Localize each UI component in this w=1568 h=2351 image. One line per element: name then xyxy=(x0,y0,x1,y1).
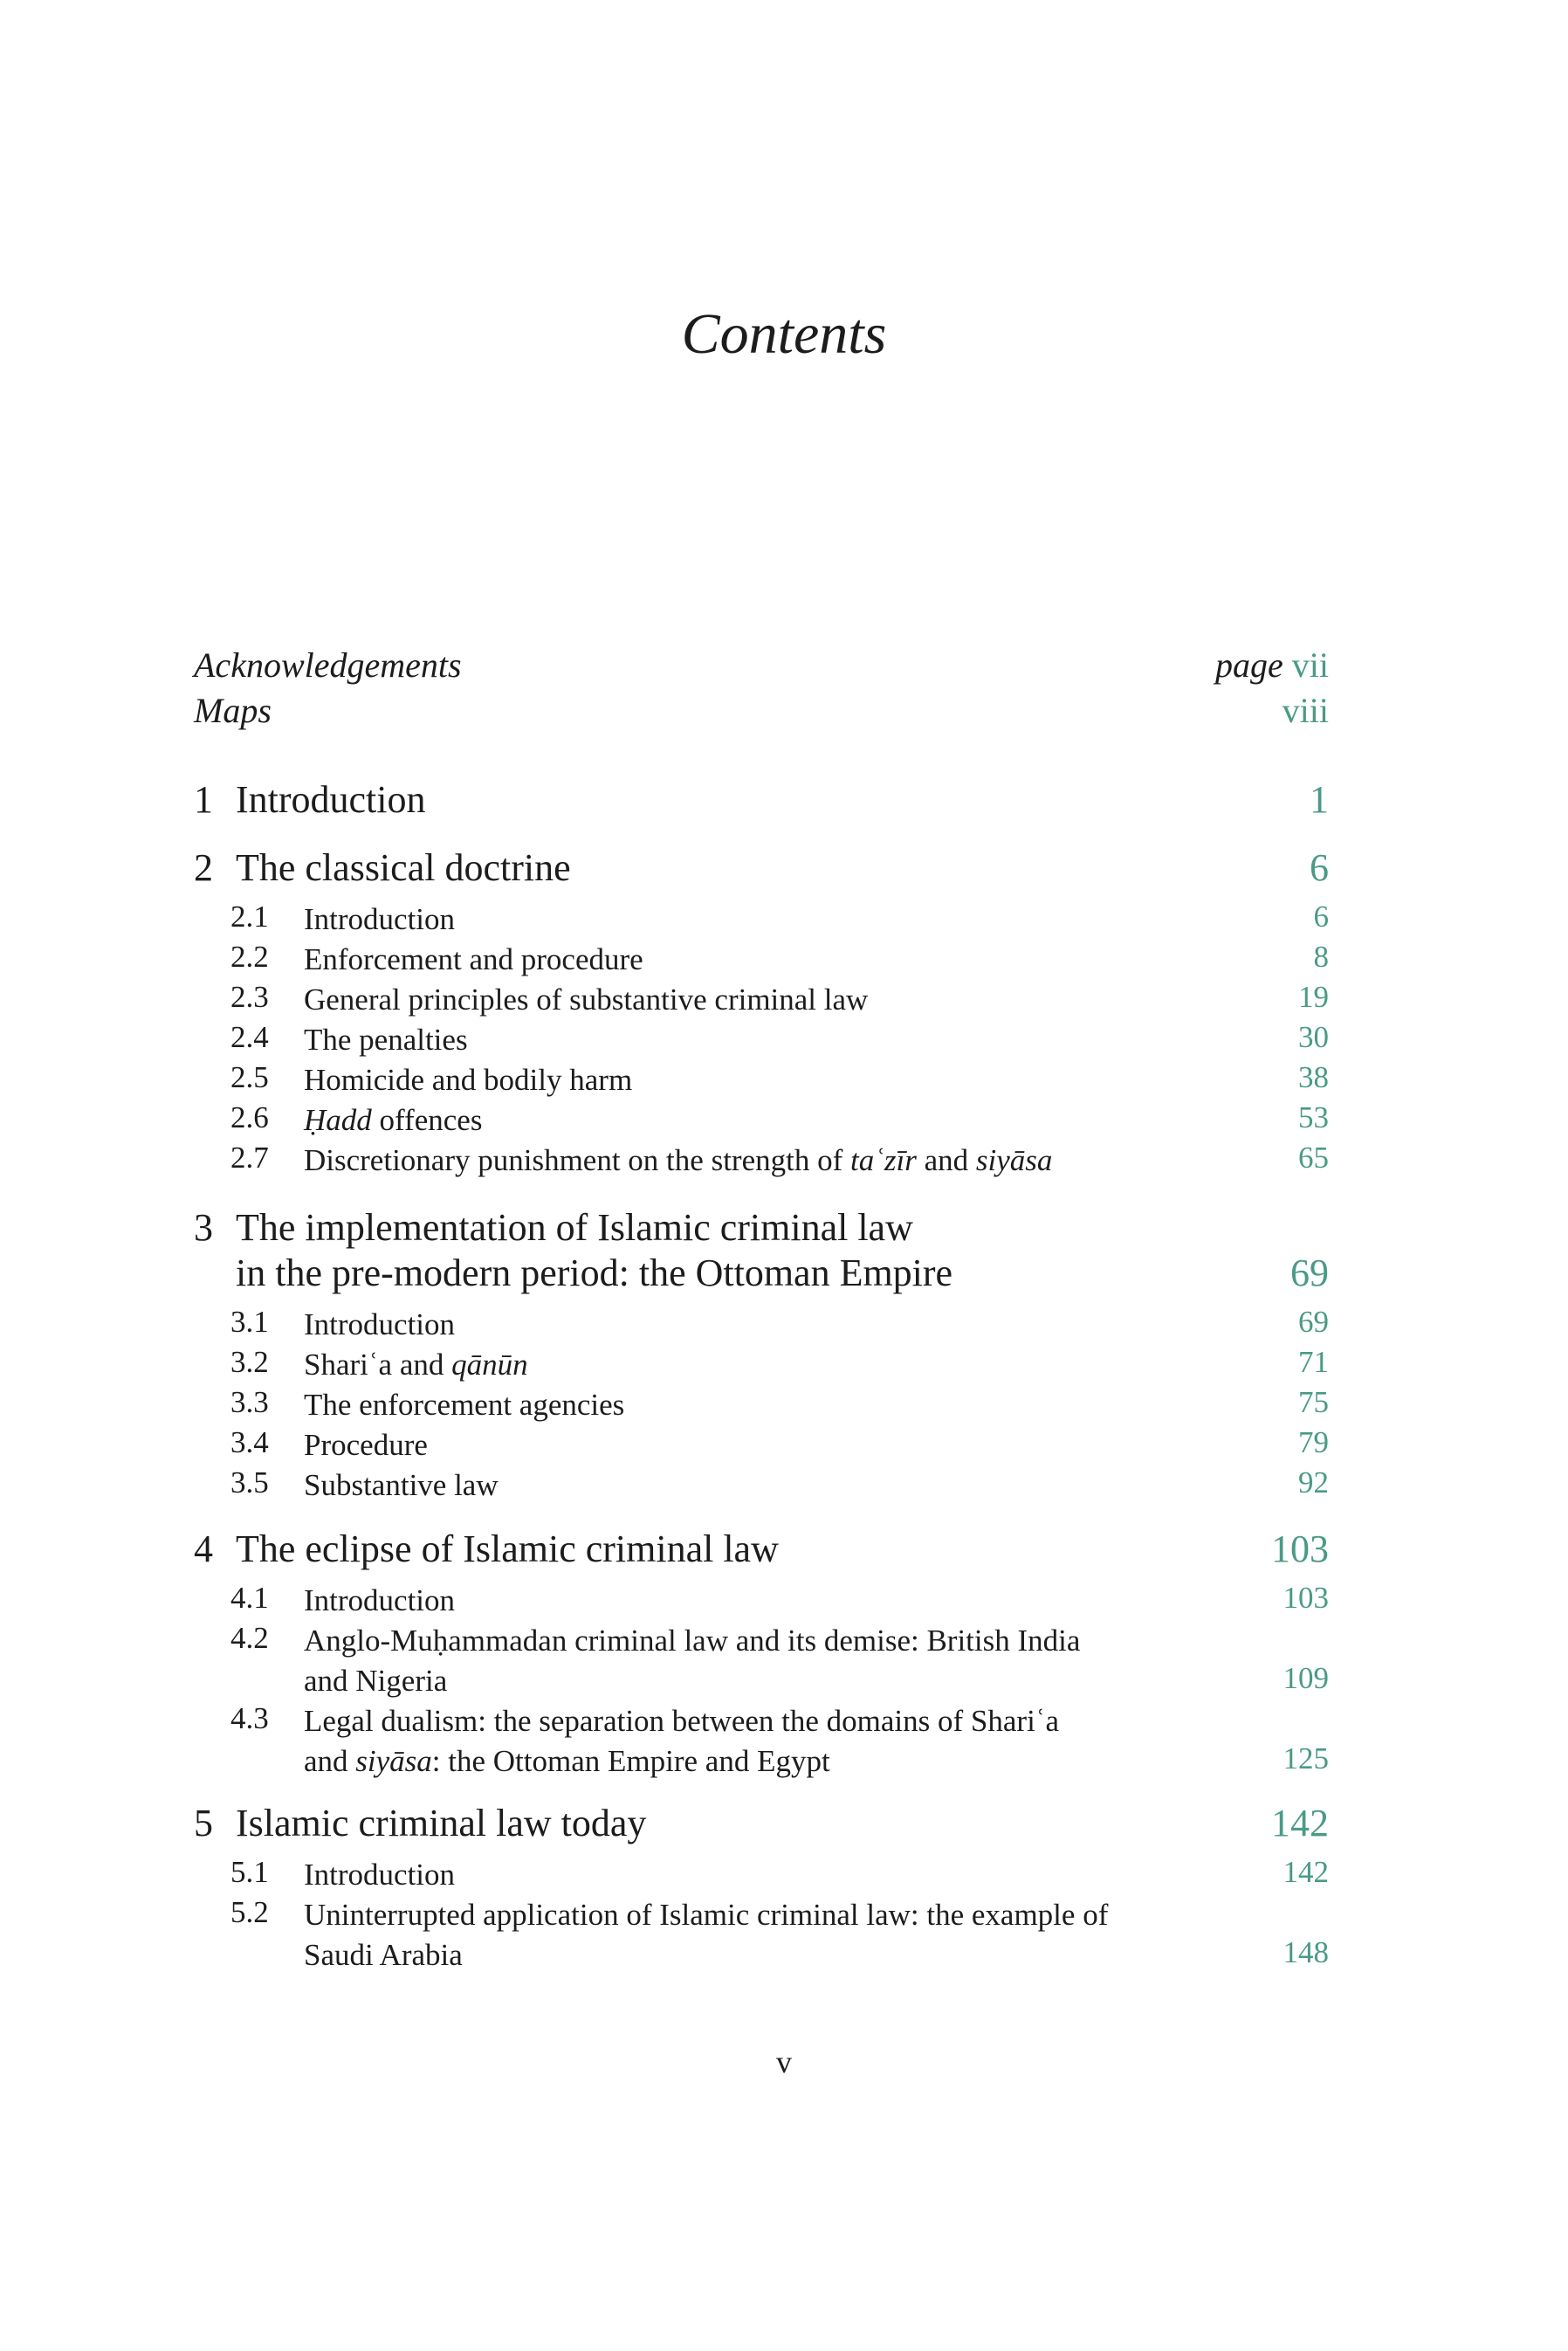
toc-entry-acknowledgements[interactable] xyxy=(194,645,1329,697)
section-title: The penalties xyxy=(304,1023,468,1057)
page-number: 142 xyxy=(1271,1802,1329,1844)
section-title: Homicide and bodily harm xyxy=(304,1063,633,1097)
page-number: 8 xyxy=(1313,940,1329,974)
toc-entry-maps[interactable] xyxy=(194,690,1329,742)
section-number: 3.2 xyxy=(230,1345,269,1379)
chapter-number: 2 xyxy=(194,846,213,889)
section-title: Substantive law xyxy=(304,1468,499,1502)
section-number: 3.3 xyxy=(230,1385,269,1419)
section-number: 4.2 xyxy=(230,1621,269,1655)
section-title: Introduction xyxy=(304,1307,456,1341)
toc-section-5-2[interactable] xyxy=(194,1895,1329,1975)
chapter-number: 1 xyxy=(194,778,213,821)
page-number: 79 xyxy=(1298,1425,1329,1459)
section-title: Discretionary punishment on the strength of taʿzīr and siyāsa xyxy=(304,1143,1053,1177)
section-number: 2.7 xyxy=(230,1141,269,1175)
toc-chapter-2[interactable] xyxy=(194,845,1329,898)
section-number: 2.1 xyxy=(230,900,269,934)
section-number: 4.3 xyxy=(230,1701,269,1735)
page-number: 125 xyxy=(1283,1741,1329,1775)
chapter-number: 4 xyxy=(194,1527,213,1570)
page-number: 19 xyxy=(1298,980,1329,1014)
chapter-title: The classical doctrine xyxy=(236,846,571,889)
page-title: Contents xyxy=(681,302,887,366)
section-title: The enforcement agencies xyxy=(304,1388,625,1422)
entry-title: Acknowledgements xyxy=(194,645,462,685)
toc-section-2-7[interactable] xyxy=(194,1141,1329,1193)
page-number: viii xyxy=(1282,691,1329,730)
section-title: Procedure xyxy=(304,1428,428,1462)
section-title: Ḥadd offences xyxy=(304,1103,483,1137)
page-number: 6 xyxy=(1313,900,1329,934)
page-number: 103 xyxy=(1283,1581,1329,1615)
toc-section-3-5[interactable] xyxy=(194,1465,1329,1518)
section-number: 3.4 xyxy=(230,1425,269,1459)
section-number: 2.4 xyxy=(230,1020,269,1054)
page-number: 75 xyxy=(1298,1385,1329,1419)
toc-section-4-3[interactable] xyxy=(194,1701,1329,1782)
chapter-title: Islamic criminal law today xyxy=(236,1802,647,1844)
section-number: 2.3 xyxy=(230,980,269,1014)
section-title: Introduction xyxy=(304,1583,456,1617)
chapter-number: 3 xyxy=(194,1206,213,1249)
page-number: 69 xyxy=(1298,1305,1329,1339)
section-title: Legal dualism: the separation between the domains of Shariʿa and siyāsa: the Ottoman Empire and Egypt xyxy=(304,1704,1060,1778)
page-number: 53 xyxy=(1298,1100,1329,1134)
page-number: 71 xyxy=(1298,1345,1329,1379)
section-title: Uninterrupted application of Islamic criminal law: the example of Saudi Arabia xyxy=(304,1898,1109,1972)
toc-chapter-5[interactable] xyxy=(194,1801,1329,1853)
section-title: Introduction xyxy=(304,1858,456,1892)
section-number: 3.1 xyxy=(230,1305,269,1339)
section-title: Shariʿa and qānūn xyxy=(304,1348,528,1382)
page-number: 65 xyxy=(1298,1141,1329,1175)
toc-section-4-2[interactable] xyxy=(194,1621,1329,1701)
entry-title: Maps xyxy=(194,691,272,730)
page-number: page vii xyxy=(1215,645,1329,685)
page-number: 6 xyxy=(1310,846,1329,889)
chapter-title: Introduction xyxy=(236,778,426,821)
page-number: 69 xyxy=(1290,1251,1329,1294)
section-title: General principles of substantive criminal law xyxy=(304,982,869,1017)
section-number: 2.5 xyxy=(230,1060,269,1094)
chapter-title: The implementation of Islamic criminal law in the pre-modern period: the Ottoman Empire xyxy=(236,1206,953,1294)
section-number: 2.2 xyxy=(230,940,269,974)
page-folio: v xyxy=(776,2044,792,2079)
section-title: Enforcement and procedure xyxy=(304,942,643,976)
section-title: Anglo-Muḥammadan criminal law and its demise: British India and Nigeria xyxy=(304,1624,1081,1698)
page-number: 38 xyxy=(1298,1060,1329,1094)
section-number: 4.1 xyxy=(230,1581,269,1615)
toc-chapter-3[interactable] xyxy=(194,1205,1329,1301)
section-number: 5.1 xyxy=(230,1855,269,1889)
section-number: 3.5 xyxy=(230,1465,269,1500)
page-number: 142 xyxy=(1283,1855,1329,1889)
toc-chapter-4[interactable] xyxy=(194,1527,1329,1579)
page-number: 103 xyxy=(1271,1527,1329,1570)
section-number: 5.2 xyxy=(230,1895,269,1929)
page-number: 148 xyxy=(1283,1935,1329,1969)
section-number: 2.6 xyxy=(230,1100,269,1134)
toc-chapter-1[interactable] xyxy=(194,777,1329,830)
page-number: 30 xyxy=(1298,1020,1329,1054)
page-number: 1 xyxy=(1310,778,1329,821)
section-title: Introduction xyxy=(304,902,456,936)
page-number: 92 xyxy=(1298,1465,1329,1500)
chapter-title: The eclipse of Islamic criminal law xyxy=(236,1527,779,1570)
chapter-number: 5 xyxy=(194,1802,213,1844)
page-number: 109 xyxy=(1283,1661,1329,1695)
